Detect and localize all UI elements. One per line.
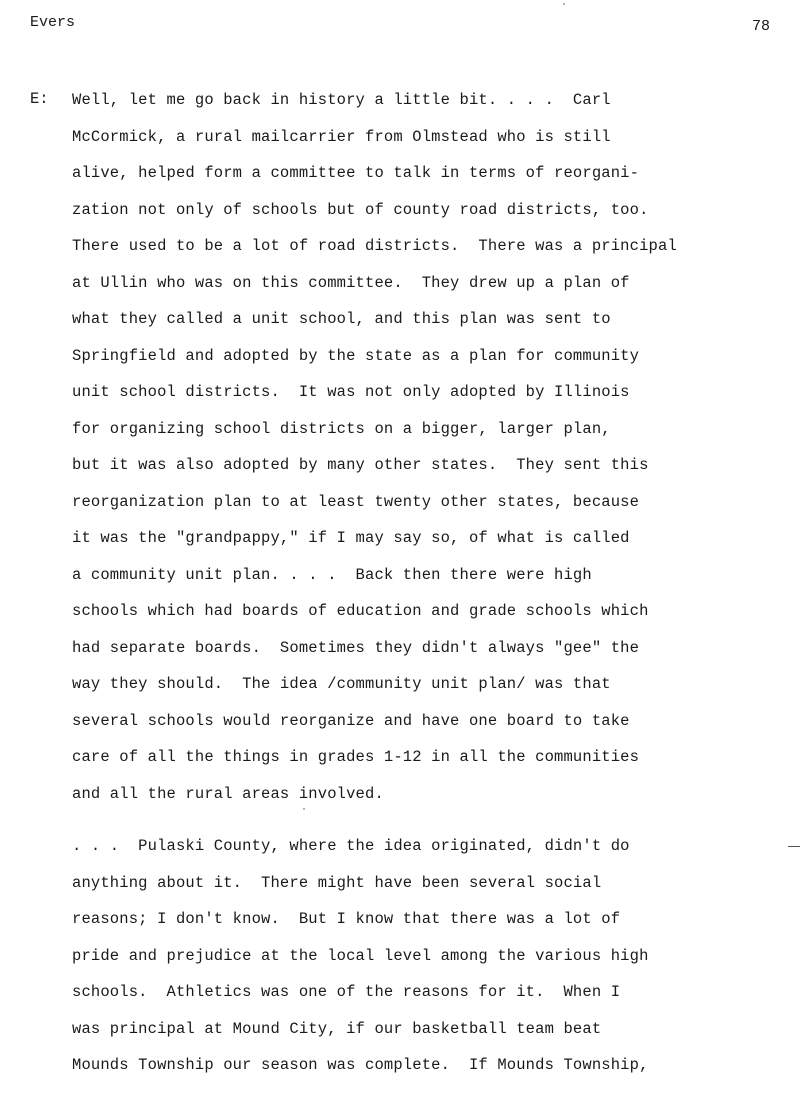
text-line: reorganization plan to at least twenty other states, because <box>72 492 640 511</box>
header-interviewee-name: Evers <box>30 14 76 31</box>
paragraph <box>72 90 792 820</box>
text-line: several schools would reorganize and have one board to take <box>72 711 630 730</box>
speaker-label: E: <box>30 90 49 108</box>
text-line: at Ullin who was on this committee. They drew up a plan of <box>72 273 630 292</box>
text-line: and all the rural areas involved. <box>72 784 384 803</box>
text-line: . . . Pulaski County, where the idea originated, didn't do <box>72 837 630 855</box>
text-line: There used to be a lot of road districts. There was a principal <box>72 237 677 255</box>
text-line: Springfield and adopted by the state as a plan for community <box>72 346 640 365</box>
page-number: 78 <box>751 18 770 35</box>
text-line: what they called a unit school, and this plan was sent to <box>72 310 611 328</box>
text-line: it was the "grandpappy," if I may say so, of what is called <box>72 529 630 547</box>
text-line: anything about it. There might have been several social <box>72 873 602 892</box>
text-line: but it was also adopted by many other states. They sent this <box>72 456 649 474</box>
paragraph <box>72 836 792 1092</box>
text-line: for organizing school districts on a bigger, larger plan, <box>72 419 611 438</box>
text-line: had separate boards. Sometimes they didn't always "gee" the <box>72 638 640 657</box>
text-line: was principal at Mound City, if our basketball team beat <box>72 1019 602 1038</box>
scan-speck <box>563 3 565 5</box>
text-line: unit school districts. It was not only adopted by Illinois <box>72 383 630 401</box>
text-line: a community unit plan. . . . Back then there were high <box>72 565 592 584</box>
text-line: care of all the things in grades 1-12 in all the communities <box>72 748 640 766</box>
text-line: pride and prejudice at the local level among the various high <box>72 946 649 965</box>
text-line: way they should. The idea /community unit plan/ was that <box>72 675 611 693</box>
text-line: schools which had boards of education and grade schools which <box>72 602 649 620</box>
text-line: alive, helped form a committee to talk in terms of reorgani- <box>72 164 640 182</box>
scan-speck <box>303 808 305 810</box>
text-line: reasons; I don't know. But I know that there was a lot of <box>72 910 621 928</box>
text-line: Mounds Township our season was complete. If Mounds Township, <box>72 1056 649 1074</box>
text-line: McCormick, a rural mailcarrier from Olmstead who is still <box>72 127 611 146</box>
text-line: Well, let me go back in history a little bit. . . . Carl <box>72 91 611 109</box>
text-line: zation not only of schools but of county road districts, too. <box>72 200 649 219</box>
scan-edge-mark <box>788 846 800 847</box>
text-line: schools. Athletics was one of the reasons for it. When I <box>72 983 621 1001</box>
